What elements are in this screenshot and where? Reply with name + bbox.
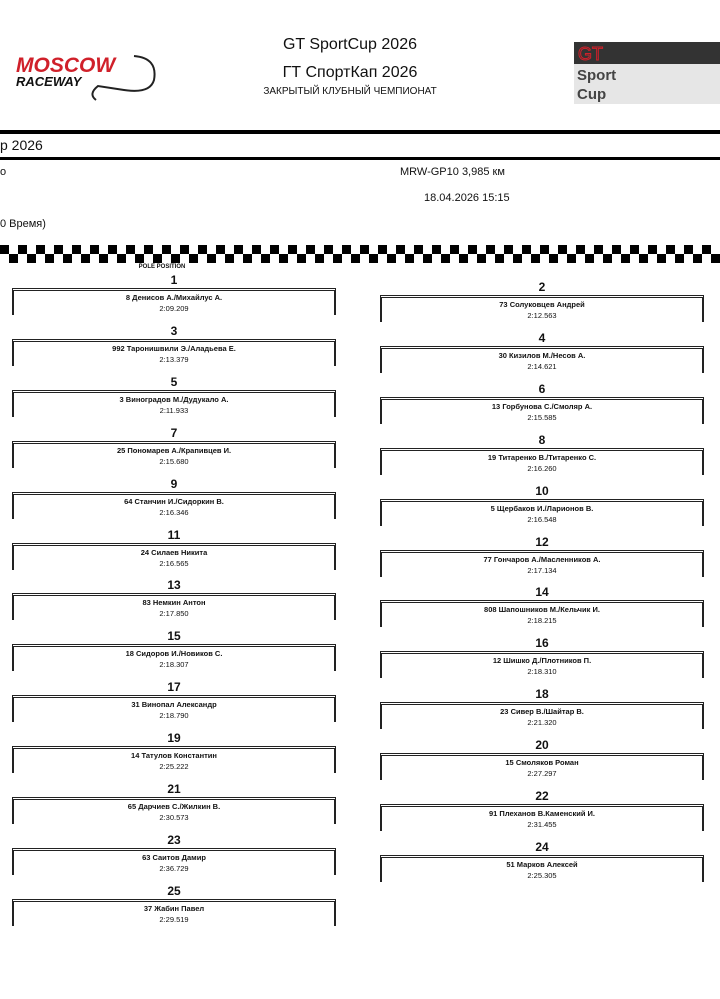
pole-position-label: POLE POSITION bbox=[138, 264, 186, 270]
grid-position-number: 15 bbox=[167, 629, 181, 643]
grid-lap-time: 2:16.260 bbox=[527, 464, 557, 473]
grid-driver: 14 Татулов Константин bbox=[131, 751, 217, 760]
grid-lap-time: 2:16.565 bbox=[159, 559, 189, 568]
grid-driver: 77 Гончаров А./Масленников А. bbox=[483, 555, 601, 564]
grid-driver: 992 Таронишвили Э./Аладьева Е. bbox=[112, 344, 236, 353]
grid-lap-time: 2:16.548 bbox=[527, 515, 557, 524]
grid-lap-time: 2:16.346 bbox=[159, 508, 189, 517]
championship-title-en: GT SportCup 2026 bbox=[282, 36, 417, 53]
grid-lap-time: 2:17.850 bbox=[159, 609, 189, 618]
grid-box bbox=[12, 695, 336, 722]
grid-driver: 51 Марков Алексей bbox=[506, 860, 578, 869]
grid-slot bbox=[12, 528, 336, 568]
grid-driver: 12 Шишко Д./Плотников П. bbox=[492, 656, 592, 665]
grid-lap-time: 2:18.790 bbox=[159, 711, 189, 720]
grid-slot bbox=[380, 585, 704, 625]
grid-driver: 65 Дарчиев С./Жилкин В. bbox=[127, 802, 221, 811]
grid-box bbox=[380, 855, 704, 882]
grid-driver: 19 Титаренко В./Титаренко С. bbox=[487, 453, 597, 462]
grid-box bbox=[380, 702, 704, 729]
grid-box bbox=[12, 441, 336, 468]
grid-box bbox=[12, 797, 336, 824]
grid-slot bbox=[12, 426, 336, 466]
grid-box bbox=[12, 746, 336, 773]
grid-driver: 37 Жабин Павел bbox=[143, 904, 205, 913]
grid-lap-time: 2:18.307 bbox=[159, 660, 189, 669]
championship-title-ru: ГТ СпортКап 2026 bbox=[282, 64, 418, 81]
grid-driver: 5 Щербаков И./Ларионов В. bbox=[490, 504, 594, 513]
grid-lap-time: 2:14.621 bbox=[527, 362, 557, 371]
grid-slot bbox=[12, 884, 336, 924]
grid-lap-time: 2:13.379 bbox=[159, 355, 189, 364]
grid-lap-time: 2:09.209 bbox=[159, 304, 189, 313]
gt-sport-cup-logo bbox=[574, 42, 720, 104]
grid-box bbox=[12, 593, 336, 620]
grid-driver: 13 Горбунова С./Смоляр А. bbox=[491, 402, 593, 411]
grid-box bbox=[380, 295, 704, 322]
grid-position-number: 10 bbox=[535, 484, 549, 498]
grid-position-number: 24 bbox=[535, 840, 549, 854]
grid-slot bbox=[380, 535, 704, 575]
grid-slot bbox=[12, 375, 336, 415]
grid-lap-time: 2:25.222 bbox=[159, 762, 189, 771]
grid-slot bbox=[12, 782, 336, 822]
grid-position-number: 18 bbox=[535, 687, 549, 701]
grid-lap-time: 2:29.519 bbox=[159, 915, 189, 924]
header-rule-top bbox=[0, 130, 720, 134]
grid-position-number: 13 bbox=[167, 578, 181, 592]
grid-slot bbox=[12, 680, 336, 720]
grid-box bbox=[380, 550, 704, 577]
grid-slot bbox=[380, 636, 704, 676]
grid-lap-time: 2:30.573 bbox=[159, 813, 189, 822]
grid-box bbox=[12, 899, 336, 926]
grid-driver: 83 Немкин Антон bbox=[142, 598, 206, 607]
time-note: 0 Время) bbox=[0, 218, 46, 230]
grid-driver: 30 Кизилов М./Несов А. bbox=[498, 351, 586, 360]
grid-position-number: 8 bbox=[538, 433, 546, 447]
grid-slot bbox=[380, 738, 704, 778]
grid-position-number: 14 bbox=[535, 585, 549, 599]
session-info-left: о bbox=[0, 166, 7, 178]
grid-lap-time: 2:15.680 bbox=[159, 457, 189, 466]
logo-gt-text: GT bbox=[578, 44, 603, 64]
grid-slot bbox=[12, 833, 336, 873]
grid-driver: 15 Смоляков Роман bbox=[505, 758, 579, 767]
logo-moscow-text: MOSCOW bbox=[16, 54, 116, 77]
grid-position-number: 17 bbox=[167, 680, 181, 694]
grid-box bbox=[380, 600, 704, 627]
grid-driver: 25 Пономарев А./Крапивцев И. bbox=[116, 446, 232, 455]
logo-raceway-text: RACEWAY bbox=[16, 74, 82, 89]
grid-slot bbox=[12, 578, 336, 618]
grid-driver: 73 Солуковцев Андрей bbox=[499, 300, 585, 309]
grid-position-number: 23 bbox=[167, 833, 181, 847]
grid-box bbox=[380, 804, 704, 831]
grid-driver: 63 Саитов Дамир bbox=[142, 853, 206, 862]
grid-slot bbox=[12, 629, 336, 669]
grid-slot bbox=[12, 477, 336, 517]
logo-sport-text: Sport bbox=[577, 67, 617, 84]
grid-box bbox=[380, 651, 704, 678]
grid-position-number: 5 bbox=[170, 375, 178, 389]
grid-position-number: 6 bbox=[538, 382, 546, 396]
grid-lap-time: 2:18.215 bbox=[527, 616, 557, 625]
track-info: MRW-GP10 3,985 км bbox=[400, 166, 505, 178]
grid-box bbox=[380, 499, 704, 526]
grid-slot bbox=[380, 840, 704, 880]
grid-slot bbox=[380, 331, 704, 371]
grid-slot bbox=[380, 484, 704, 524]
grid-driver: 808 Шапошников М./Кельчик И. bbox=[484, 605, 600, 614]
header-rule-bottom bbox=[0, 157, 720, 160]
grid-box bbox=[380, 753, 704, 780]
grid-driver: 18 Сидоров И./Новиков С. bbox=[125, 649, 223, 658]
grid-lap-time: 2:21.320 bbox=[527, 718, 557, 727]
grid-slot bbox=[380, 433, 704, 473]
session-name: р 2026 bbox=[0, 137, 43, 153]
grid-driver: 3 Виноградов М./Дудукало А. bbox=[119, 395, 229, 404]
grid-lap-time: 2:18.310 bbox=[527, 667, 557, 676]
grid-lap-time: 2:12.563 bbox=[527, 311, 557, 320]
checkered-flag-band bbox=[0, 245, 720, 263]
grid-box bbox=[380, 448, 704, 475]
grid-position-number: 20 bbox=[535, 738, 549, 752]
grid-box bbox=[12, 492, 336, 519]
grid-position-number: 2 bbox=[538, 280, 546, 294]
grid-lap-time: 2:17.134 bbox=[527, 566, 557, 575]
grid-slot bbox=[12, 324, 336, 364]
grid-box bbox=[12, 644, 336, 671]
grid-lap-time: 2:25.305 bbox=[527, 871, 557, 880]
grid-position-number: 22 bbox=[535, 789, 549, 803]
grid-slot bbox=[380, 687, 704, 727]
grid-driver: 64 Станчин И./Сидоркин В. bbox=[124, 497, 224, 506]
grid-slot bbox=[380, 280, 704, 320]
grid-slot bbox=[12, 273, 336, 313]
grid-lap-time: 2:31.455 bbox=[527, 820, 557, 829]
grid-lap-time: 2:36.729 bbox=[159, 864, 189, 873]
grid-position-number: 1 bbox=[170, 273, 178, 287]
grid-slot bbox=[380, 789, 704, 829]
grid-driver: 8 Денисов А./Михайлус А. bbox=[125, 293, 223, 302]
grid-position-number: 9 bbox=[170, 477, 178, 491]
grid-driver: 91 Плеханов В.Каменский И. bbox=[489, 809, 595, 818]
grid-slot bbox=[380, 382, 704, 422]
championship-subtitle: ЗАКРЫТЫЙ КЛУБНЫЙ ЧЕМПИОНАТ bbox=[263, 86, 437, 97]
grid-position-number: 7 bbox=[170, 426, 178, 440]
grid-box bbox=[12, 390, 336, 417]
grid-position-number: 21 bbox=[167, 782, 181, 796]
grid-box bbox=[12, 543, 336, 570]
grid-lap-time: 2:27.297 bbox=[527, 769, 557, 778]
grid-lap-time: 2:15.585 bbox=[527, 413, 557, 422]
grid-position-number: 16 bbox=[535, 636, 549, 650]
grid-box bbox=[12, 288, 336, 315]
grid-lap-time: 2:11.933 bbox=[159, 406, 189, 415]
grid-position-number: 3 bbox=[170, 324, 178, 338]
grid-box bbox=[380, 346, 704, 373]
grid-driver: 31 Винопал Александр bbox=[131, 700, 217, 709]
grid-driver: 24 Силаев Никита bbox=[140, 548, 208, 557]
grid-position-number: 12 bbox=[535, 535, 549, 549]
grid-box bbox=[380, 397, 704, 424]
session-datetime: 18.04.2026 15:15 bbox=[424, 192, 510, 204]
grid-driver: 23 Сивер В./Шайтар В. bbox=[500, 707, 584, 716]
grid-position-number: 19 bbox=[167, 731, 181, 745]
grid-box bbox=[12, 848, 336, 875]
grid-position-number: 11 bbox=[167, 528, 181, 542]
grid-box bbox=[12, 339, 336, 366]
logo-cup-text: Cup bbox=[577, 86, 607, 103]
grid-position-number: 4 bbox=[538, 331, 546, 345]
moscow-raceway-logo bbox=[12, 50, 162, 102]
grid-position-number: 25 bbox=[167, 884, 181, 898]
grid-slot bbox=[12, 731, 336, 771]
